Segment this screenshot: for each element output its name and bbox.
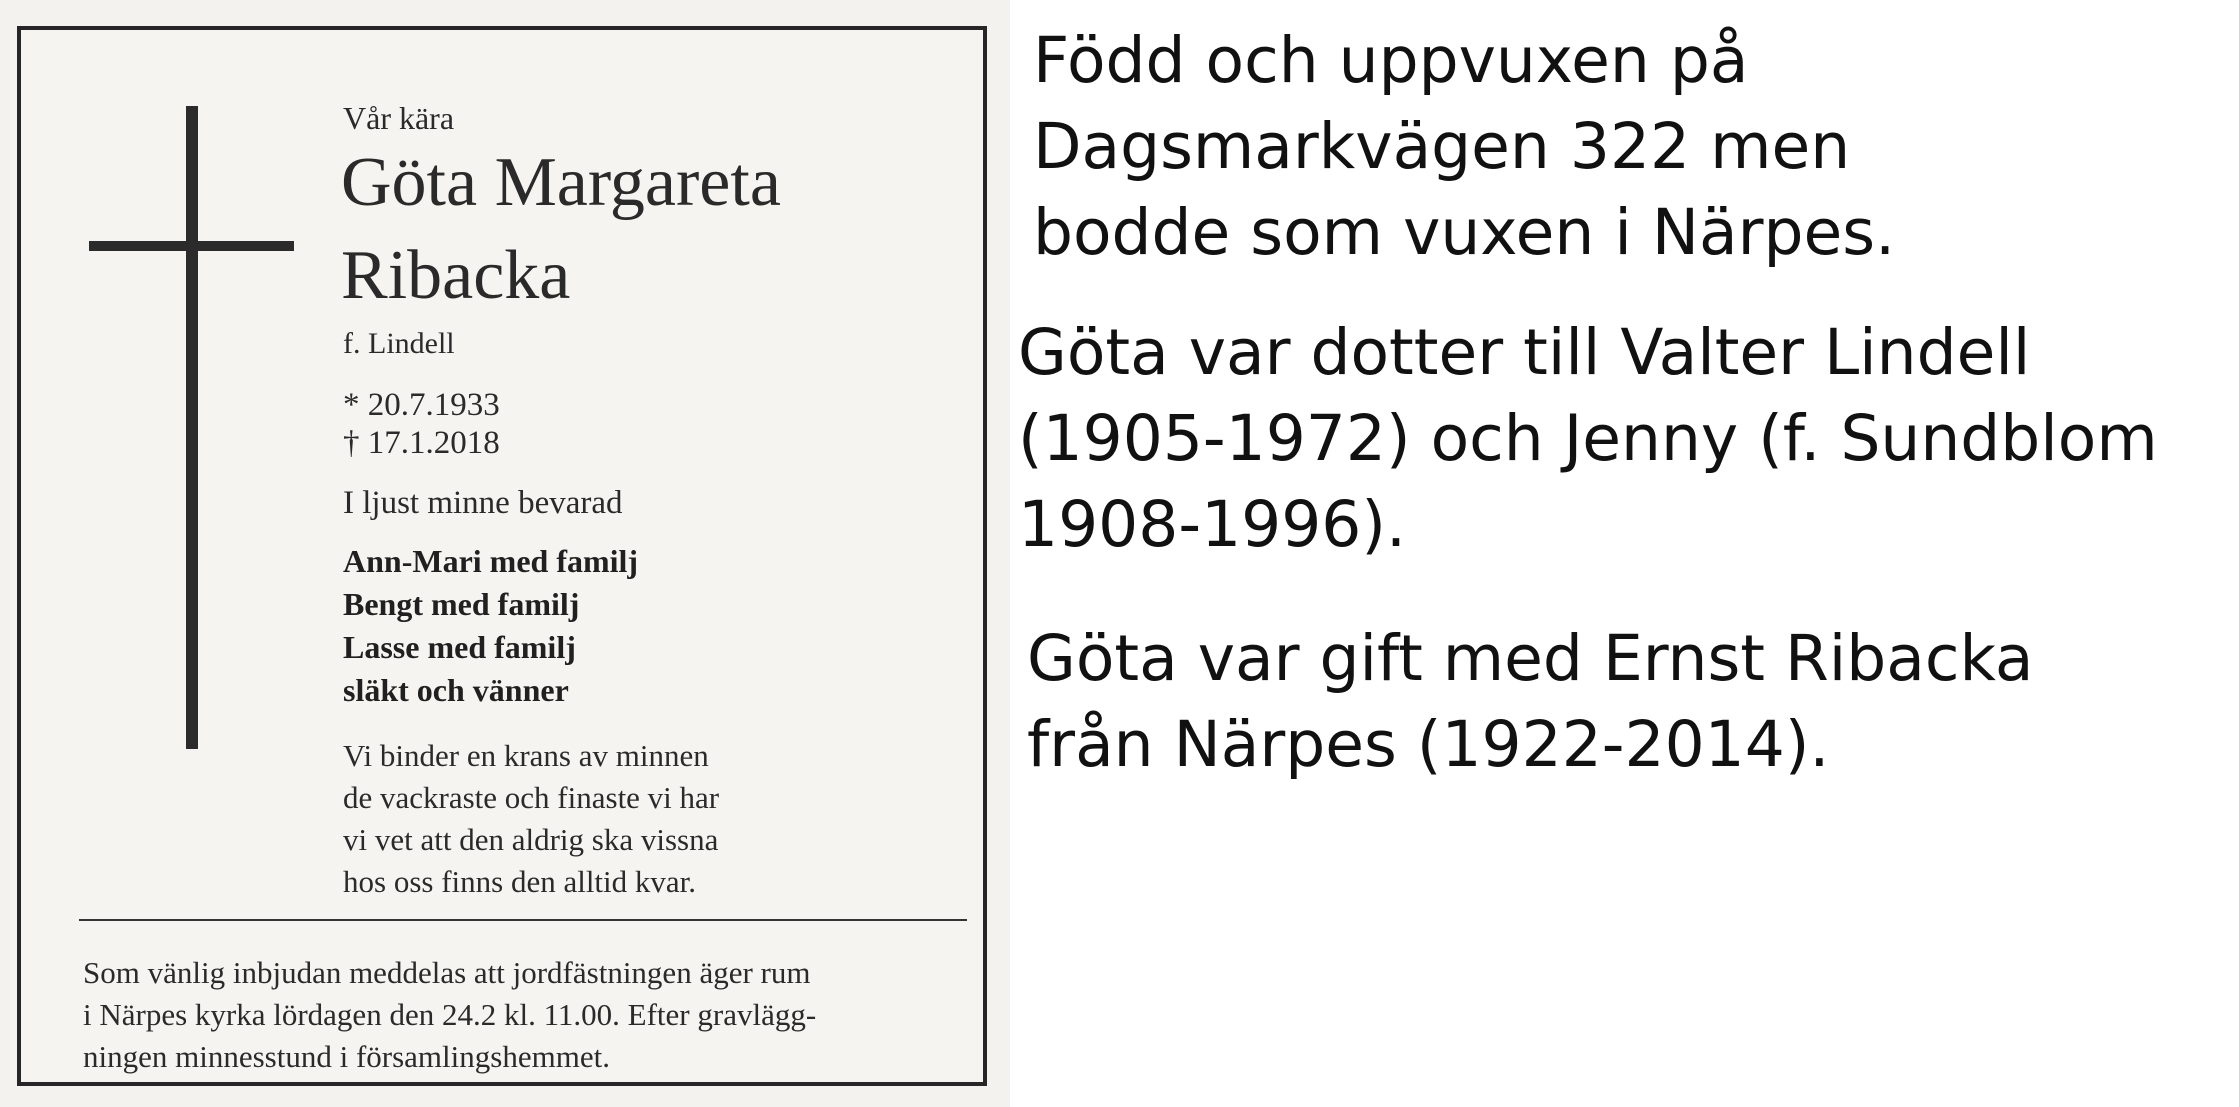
verse-line: vi vet att den aldrig ska vissna bbox=[343, 822, 719, 857]
mourner-line: Lasse med familj bbox=[343, 629, 576, 665]
mourner-line: Ann-Mari med familj bbox=[343, 543, 639, 579]
verse-line: Vi binder en krans av minnen bbox=[343, 738, 709, 773]
funeral-invitation bbox=[83, 952, 816, 1078]
notice-intro: Vår kära bbox=[343, 100, 455, 136]
caption-line: Dagsmarkvägen 322 men bbox=[1033, 110, 1851, 183]
cross-icon-vertical-beam bbox=[186, 106, 198, 749]
caption-line: bodde som vuxen i Närpes. bbox=[1033, 196, 1896, 269]
caption-parents bbox=[1018, 310, 2158, 568]
deceased-name-line-1: Göta Margareta bbox=[341, 144, 781, 221]
mourner-line: släkt och vänner bbox=[343, 672, 569, 708]
caption-line: Född och uppvuxen på bbox=[1033, 24, 1749, 97]
newspaper-clipping bbox=[0, 0, 1010, 1107]
caption-line: Göta var dotter till Valter Lindell bbox=[1018, 316, 2031, 389]
memorial-verse bbox=[343, 735, 719, 903]
caption-line: 1908-1996). bbox=[1018, 488, 1406, 561]
caption-line: Göta var gift med Ernst Ribacka bbox=[1027, 622, 2034, 695]
invitation-line: ningen minnesstund i församlingshemmet. bbox=[83, 1039, 610, 1074]
verse-line: hos oss finns den alltid kvar. bbox=[343, 864, 697, 899]
invitation-line: Som vänlig inbjudan meddelas att jordfästningen äger rum bbox=[83, 955, 811, 990]
death-date: † 17.1.2018 bbox=[343, 425, 500, 461]
caption-line: (1905-1972) och Jenny (f. Sundblom bbox=[1018, 402, 2158, 475]
maiden-name: f. Lindell bbox=[343, 327, 455, 360]
death-notice-frame bbox=[17, 26, 987, 1086]
cross-icon-horizontal-beam bbox=[89, 241, 294, 251]
verse-line: de vackraste och finaste vi har bbox=[343, 780, 720, 815]
mourner-line: Bengt med familj bbox=[343, 586, 580, 622]
deceased-name-line-2: Ribacka bbox=[341, 237, 571, 314]
caption-upbringing bbox=[1033, 18, 1895, 276]
mourners-list bbox=[343, 540, 638, 712]
caption-marriage bbox=[1027, 616, 2034, 788]
invitation-line: i Närpes kyrka lördagen den 24.2 kl. 11.00. Efter gravlägg- bbox=[83, 997, 817, 1032]
birth-date: * 20.7.1933 bbox=[343, 387, 500, 423]
memory-line: I ljust minne bevarad bbox=[343, 485, 623, 521]
caption-line: från Närpes (1922-2014). bbox=[1027, 708, 1830, 781]
separator-rule bbox=[79, 919, 967, 921]
